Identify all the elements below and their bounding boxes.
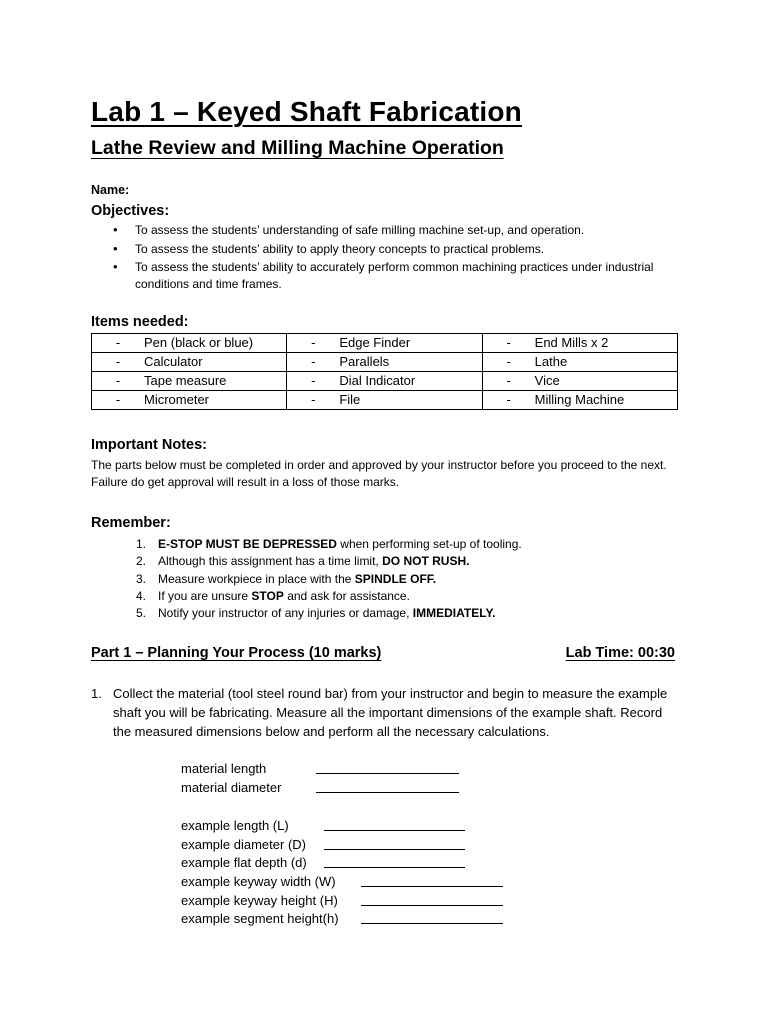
table-cell: - Calculator (92, 353, 287, 372)
remember-heading: Remember: (91, 515, 171, 531)
field-row (181, 760, 459, 779)
field-label: example flat depth (d) (181, 855, 307, 871)
table-cell: - Dial Indicator (287, 372, 482, 391)
part1-header (91, 645, 675, 661)
objectives-list (91, 222, 681, 294)
remember-item: 4. If you are unsure STOP and ask for assistance. (136, 588, 410, 603)
blank-line[interactable] (361, 910, 503, 924)
blank-line[interactable] (361, 873, 503, 887)
part1-title: Part 1 – Planning Your Process (10 marks) (91, 645, 382, 661)
table-cell: - Vice (482, 372, 677, 391)
blank-line[interactable] (316, 760, 459, 774)
blank-line[interactable] (361, 892, 503, 906)
table-cell: - File (287, 391, 482, 410)
field-row (181, 836, 465, 855)
field-label: example diameter (D) (181, 836, 306, 852)
table-row (92, 353, 678, 372)
blank-line[interactable] (324, 836, 465, 850)
field-row (181, 817, 465, 836)
important-notes-text: The parts below must be completed in order and approved by your instructor before you proceed to the next. Failure do get approval will result in a loss of those marks. (91, 458, 667, 489)
remember-item: 1. E-STOP MUST BE DEPRESSED when performing set-up of tooling. (136, 537, 522, 551)
example-fields-a (181, 817, 465, 873)
objectives-heading: Objectives: (91, 203, 170, 219)
items-needed-table (91, 333, 678, 410)
example-fields-b (181, 873, 503, 929)
field-label: material diameter (181, 779, 282, 795)
objective-item: • To assess the students’ ability to accurately perform common machining practices under industrial conditions and time frames. (91, 259, 681, 292)
field-row (181, 854, 465, 873)
objective-item: • To assess the students’ understanding of safe milling machine set-up, and operation. (91, 222, 681, 239)
field-row (181, 910, 503, 929)
material-fields (181, 760, 459, 797)
field-label: example keyway width (W) (181, 874, 336, 889)
field-row (181, 873, 503, 892)
blank-line[interactable] (324, 854, 465, 868)
remember-list (91, 536, 522, 622)
table-row (92, 372, 678, 391)
table-cell: - Tape measure (92, 372, 287, 391)
field-row (181, 779, 459, 798)
document-subtitle: Lathe Review and Milling Machine Operation (91, 137, 504, 159)
table-row (92, 391, 678, 410)
table-cell: - End Mills x 2 (482, 334, 677, 353)
remember-item: 5. Notify your instructor of any injuries or damage, IMMEDIATELY. (136, 606, 496, 621)
blank-line[interactable] (324, 817, 465, 831)
field-label: example keyway height (H) (181, 892, 338, 908)
table-cell: - Milling Machine (482, 391, 677, 410)
name-label: Name: (91, 183, 130, 197)
field-label: example segment height(h) (181, 911, 339, 927)
objective-item: • To assess the students’ ability to apply theory concepts to practical problems. (91, 241, 681, 258)
question-text: Collect the material (tool steel round bar) from your instructor and begin to measure the example shaft you will be fabricating. Measure all the important dimensions of the example shaft. Record the measured dimensions below and perform all the necessary calculations. (113, 686, 668, 739)
table-cell: - Parallels (287, 353, 482, 372)
field-row (181, 892, 503, 911)
question-number: 1. (91, 686, 102, 701)
table-cell: - Edge Finder (287, 334, 482, 353)
important-notes-heading: Important Notes: (91, 437, 207, 453)
remember-item: 2. Although this assignment has a time limit, DO NOT RUSH. (136, 554, 470, 569)
table-cell: - Pen (black or blue) (92, 334, 287, 353)
table-cell: - Micrometer (92, 391, 287, 410)
table-row (92, 334, 678, 353)
field-label: material length (181, 761, 267, 776)
blank-line[interactable] (316, 779, 459, 793)
remember-item: 3. Measure workpiece in place with the SPINDLE OFF. (136, 571, 437, 586)
document-title: Lab 1 – Keyed Shaft Fabrication (91, 96, 522, 127)
field-label: example length (L) (181, 818, 289, 833)
lab-time: Lab Time: 00:30 (565, 645, 675, 661)
table-cell: - Lathe (482, 353, 677, 372)
items-needed-heading: Items needed: (91, 314, 189, 330)
